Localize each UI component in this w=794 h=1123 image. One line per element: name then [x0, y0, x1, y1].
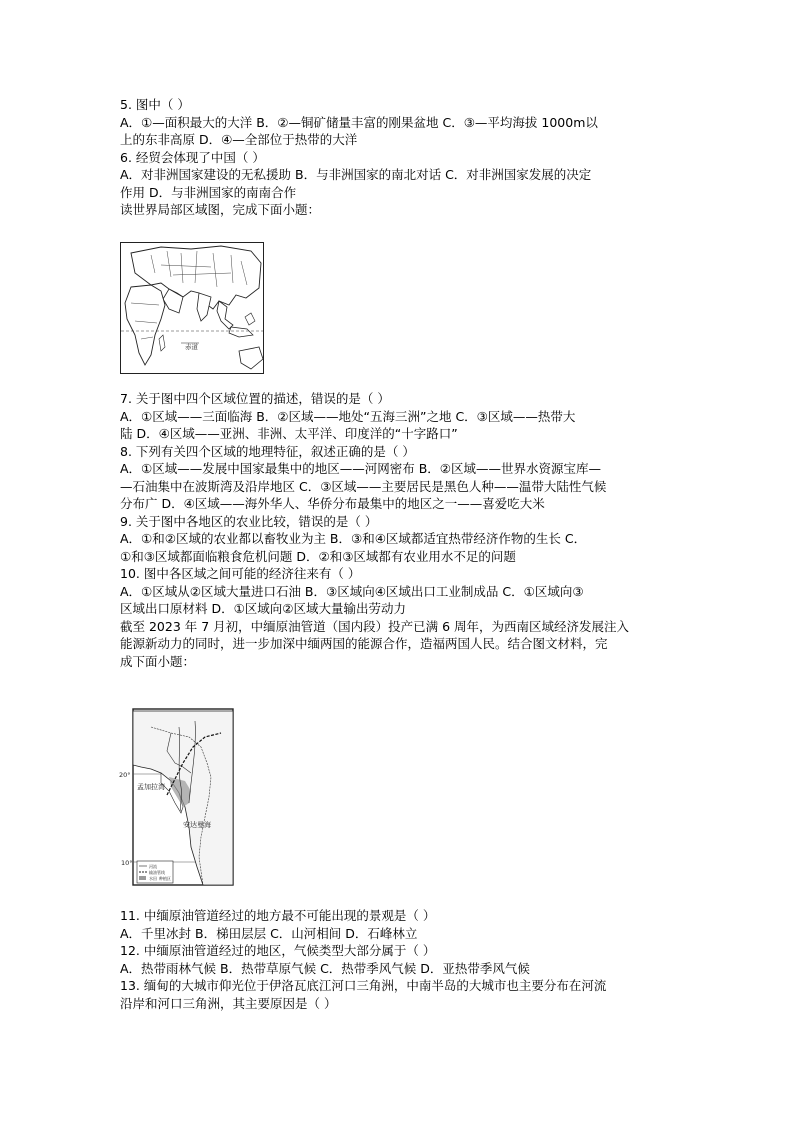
question-6-options: A．对非洲国家建设的无私援助 B．与非洲国家的南北对话 C．对非洲国家发展的决定 — [120, 167, 592, 182]
equator-label: 赤道 — [185, 343, 198, 351]
world-map-svg — [121, 243, 263, 373]
question-9-options: A．①和②区域的农业都以畜牧业为主 B．③和④区域都适宜热带经济作物的生长 C． — [120, 531, 587, 546]
legend-planting: 种植区 — [159, 876, 171, 881]
question-8-options: A．①区域——发展中国家最集中的地区——河网密布 B．②区域——世界水资源宝库— — [120, 461, 602, 476]
bay-of-bengal-label — [137, 782, 165, 791]
question-8-options-cont2: 分布广 D．④区域——海外华人、华侨分布最集中的地区之一——喜爱吃大米 — [120, 496, 545, 511]
material-paragraph-line1: 截至 2023 年 7 月初，中缅原油管道（国内段）投产已满 6 周年，为西南区域经济发展注入 — [120, 618, 630, 634]
question-7-options: A．①区域——三面临海 B．②区域——地处“五海三洲”之地 C．③区域——热带大 — [120, 408, 576, 424]
pipeline-map-svg — [119, 707, 235, 887]
material-paragraph-line2: 能源新动力的同时，进一步加深中缅两国的能源合作，造福两国人民。结合图文材料，完 — [120, 636, 608, 651]
legend-river: 河流 — [149, 864, 157, 869]
question-6-options-cont: 作用 D．与非洲国家的南南合作 — [120, 184, 297, 200]
questions-7-10 — [120, 390, 680, 670]
question-7-stem: 7. 关于图中四个区域位置的描述，错误的是（ ） — [120, 391, 390, 406]
question-5-stem: 5. 图中（ ） — [120, 97, 190, 112]
question-11-stem: 11. 中缅原油管道经过的地方最不可能出现的景观是（ ） — [120, 908, 436, 923]
questions-11-13 — [120, 907, 680, 1012]
question-9-stem: 9. 关于图中各地区的农业比较，错误的是（ ） — [120, 513, 378, 529]
lat-10-label: 10° — [121, 859, 133, 867]
questions-5-6 — [120, 96, 680, 219]
question-11-options: A．千里冰封 B．梯田层层 C．山河相间 D．石峰林立 — [120, 925, 418, 941]
map-intro: 读世界局部区域图，完成下面小题： — [120, 202, 321, 217]
question-13-stem: 13. 缅甸的大城市仰光位于伊洛瓦底江河口三角洲，中南半岛的大城市也主要分布在河流 — [120, 978, 607, 993]
question-13-stem-cont: 沿岸和河口三角洲，其主要原因是（ ） — [120, 995, 337, 1011]
lat-20-label: 20° — [119, 771, 131, 779]
question-5-options-cont: 上的东非高原 D．④—全部位于热带的大洋 — [120, 132, 358, 147]
question-6-stem: 6. 经贸会体现了中国（ ） — [120, 149, 265, 165]
question-10-options-cont: 区域出口原材料 D．①区域向②区域大量输出劳动力 — [120, 601, 407, 616]
question-9-options-cont: ①和③区域都面临粮食危机问题 D．②和③区域都有农业用水不足的问题 — [120, 548, 516, 564]
question-8-stem: 8. 下列有关四个区域的地理特征，叙述正确的是（ ） — [120, 443, 415, 459]
question-10-options: A．①区域从②区域大量进口石油 B．③区域向④区域出口工业制成品 C．①区域向③ — [120, 583, 584, 599]
question-12-stem: 12. 中缅原油管道经过的地区，气候类型大部分属于（ ） — [120, 943, 436, 958]
material-paragraph-line3: 成下面小题： — [120, 653, 196, 669]
question-8-options-cont: —石油集中在波斯湾及沿岸地区 C．③区域——主要居民是黑色人种——温带大陆性气候 — [120, 478, 607, 494]
question-5-options: A．①—面积最大的大洋 B．②—铜矿储量丰富的刚果盆地 C．③—平均海拔 1000m以 — [120, 114, 598, 130]
legend-pipeline: 输油管线 — [149, 870, 165, 875]
myanmar-pipeline-map — [119, 707, 235, 887]
question-7-options-cont: 陆 D．④区域——亚洲、非洲、太平洋、印度洋的“十字路口” — [120, 426, 458, 441]
question-10-stem: 10. 图中各区域之间可能的经济往来有（ ） — [120, 566, 361, 581]
world-region-map — [120, 242, 264, 374]
bay-left-text: 孟加拉湾 — [137, 783, 165, 791]
andaman-sea-label: 安达曼海 — [183, 821, 211, 829]
question-12-options: A．热带雨林气候 B．热带草原气候 C．热带季风气候 D．亚热带季风气候 — [120, 960, 530, 976]
legend-paddy: 水田 — [149, 876, 157, 881]
